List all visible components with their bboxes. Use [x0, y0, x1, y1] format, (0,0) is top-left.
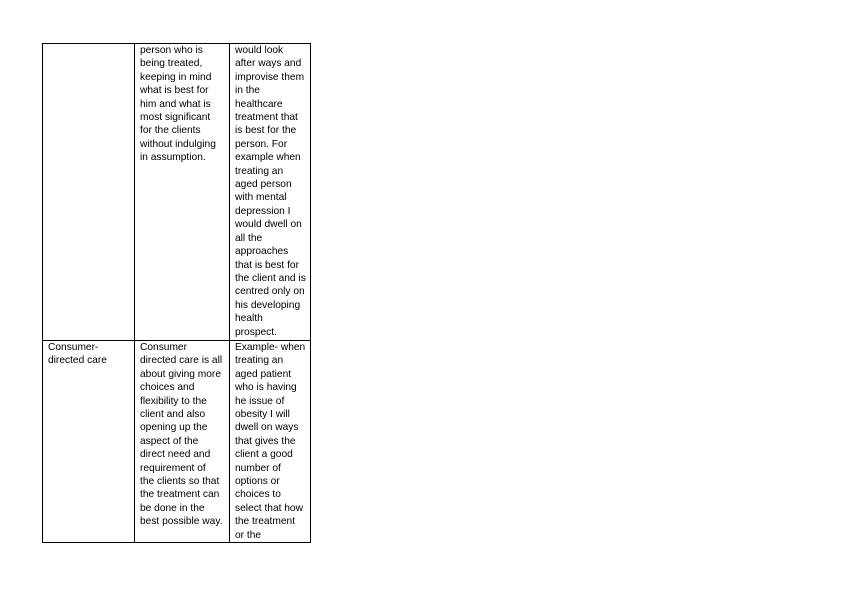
example-text: would look after ways and improvise them in the healthcare treatment that is best for the person. For example when treating an aged person with mental depression I would dwell on all the approaches that is best for the client and is centred only on his developing health prospect. [235, 45, 306, 338]
example-cell [230, 341, 311, 543]
description-cell [135, 341, 230, 543]
description-text: Consumer directed care is all about giving more choices and flexibility to the client and also opening up the aspect of the direct need and requirement of the clients so that the treatment can be done in the best possible way. [140, 342, 223, 528]
care-approaches-table [42, 43, 311, 543]
table-row [43, 44, 311, 341]
table-row [43, 341, 311, 543]
criterion-text: Consumer- directed care [48, 342, 107, 367]
description-text: person who is being treated, keeping in mind what is best for him and what is most significant for the clients without indulging in assumption. [140, 45, 216, 164]
criterion-cell [43, 341, 135, 543]
example-text: Example- when treating an aged patient who is having he issue of obesity I will dwell on ways that gives the client a good number of options or choices to select that how the treatment or the [235, 342, 306, 541]
description-cell [135, 44, 230, 341]
criterion-cell [43, 44, 135, 341]
example-cell [230, 44, 311, 341]
